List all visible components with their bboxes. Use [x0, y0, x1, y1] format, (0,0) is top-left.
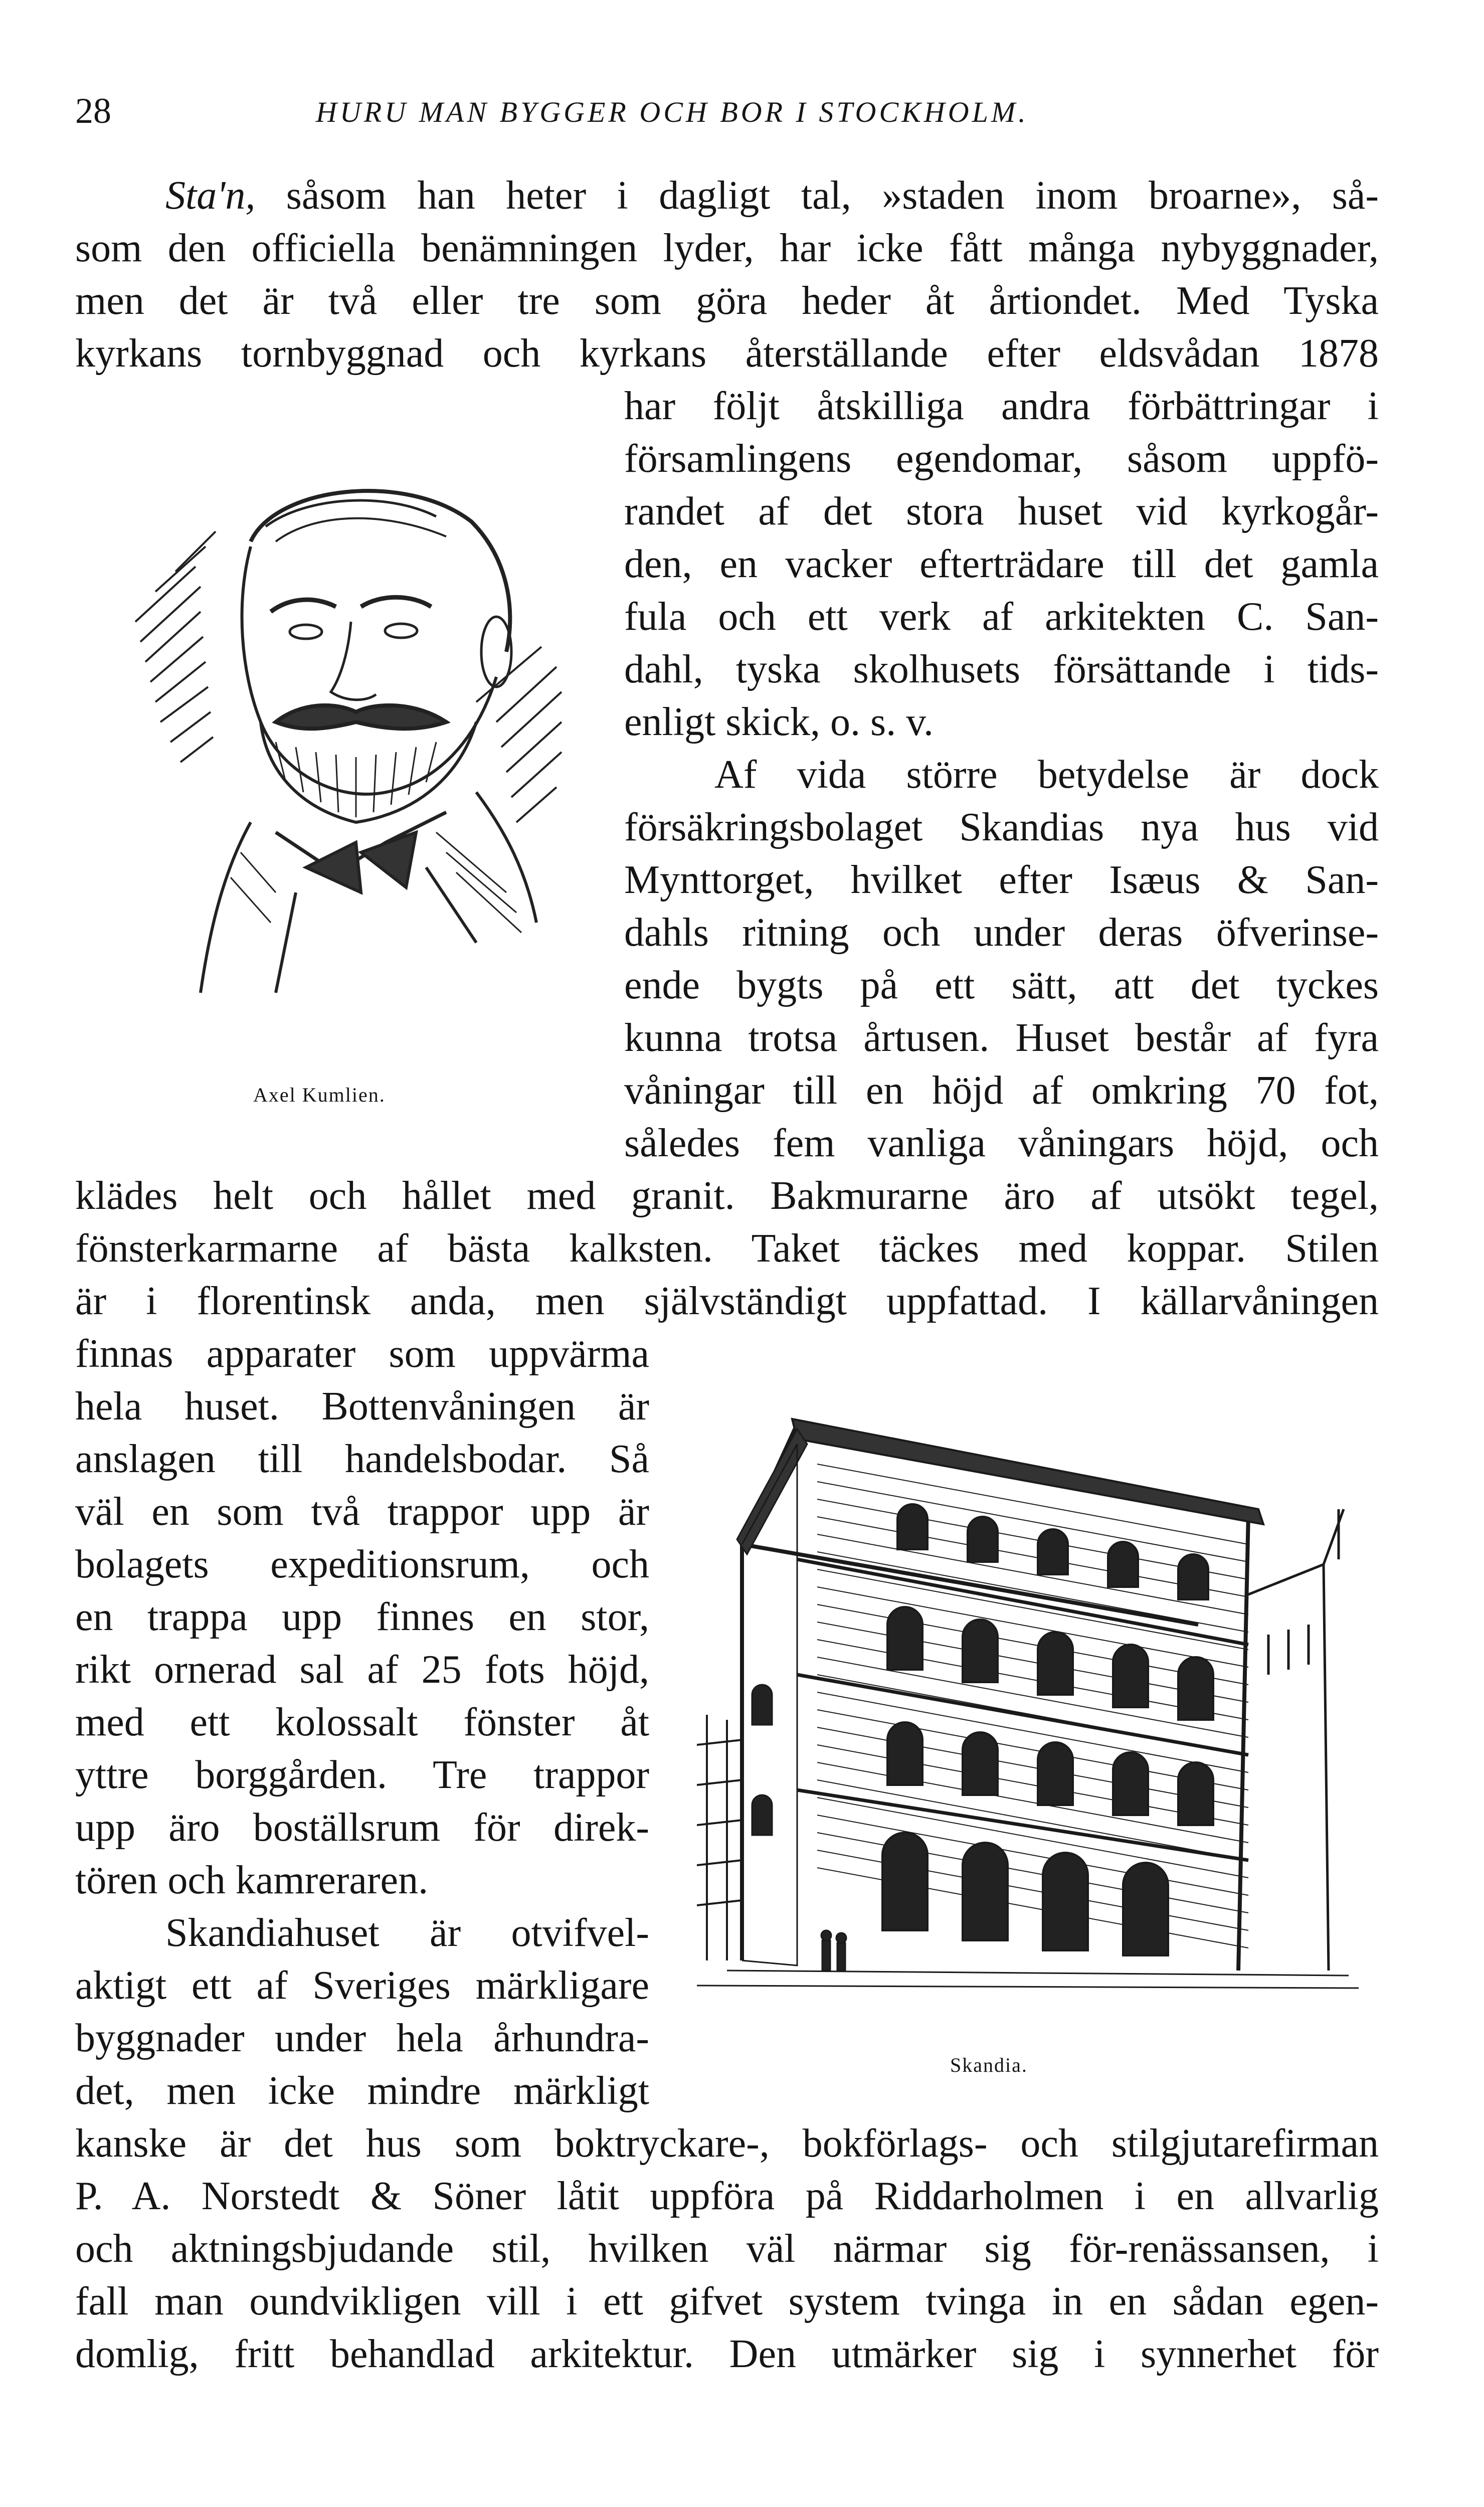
text-line: är i florentinsk anda, men självständigt uppfattad. I källarvåningen [75, 1279, 1379, 1323]
text-line: som den officiella benämningen lyder, har icke fått många nybyggnader, [75, 226, 1379, 270]
building-engraving [697, 1394, 1399, 2001]
text-line: upp äro boställsrum för direk- [75, 1806, 649, 1850]
text-line: kanske är det hus som boktryckare-, bokförlags- och stilgjutarefirman [75, 2121, 1379, 2166]
text-line: våningar till en höjd af omkring 70 fot, [624, 1068, 1379, 1113]
text-line: försäkringsbolaget Skandias nya hus vid [624, 805, 1379, 849]
text-line: domlig, fritt behandlad arkitektur. Den utmärker sig i synnerhet för [75, 2332, 1379, 2376]
page-number: 28 [75, 91, 111, 131]
text-line: rikt ornerad sal af 25 fots höjd, [75, 1648, 649, 1692]
text-line: klädes helt och hållet med granit. Bakmurarne äro af utsökt tegel, [75, 1174, 1379, 1218]
text-line: dahl, tyska skolhusets försättande i tids- [624, 647, 1379, 691]
portrait-engraving [125, 441, 577, 1043]
eye-left [290, 625, 322, 639]
portrait-caption: Axel Kumlien. [253, 1084, 386, 1106]
text-line: Af vida större betydelse är dock [714, 753, 1379, 797]
hatching-right [476, 647, 562, 822]
text-line: anslagen till handelsbodar. Så [75, 1437, 649, 1481]
eye-right [385, 624, 417, 638]
beard-texture [276, 742, 436, 817]
text-line: en trappa upp finnes en stor, [75, 1595, 649, 1639]
eyebrows [271, 597, 431, 612]
text-line: med ett kolossalt fönster åt [75, 1700, 649, 1744]
text-line: således fem vanliga våningars höjd, och [624, 1121, 1379, 1165]
cornice [792, 1419, 1263, 1524]
text-line: byggnader under hela århundra- [75, 2016, 649, 2060]
text-line: P. A. Norstedt & Söner låtit uppföra på Riddarholmen i en allvarlig [75, 2174, 1379, 2218]
building-caption: Skandia. [950, 2054, 1028, 2076]
text-line: Skandiahuset är otvifvel- [165, 1911, 649, 1955]
text-line: fall man oundvikligen vill i ett gifvet system tvinga in en sådan egen- [75, 2279, 1379, 2323]
lead-word: Sta'n, [165, 173, 256, 218]
text-line: finnas apparater som uppvärma [75, 1332, 649, 1376]
text-line: aktigt ett af Sveriges märkligare [75, 1963, 649, 2008]
text-line: församlingens egendomar, såsom uppfö- [624, 437, 1379, 481]
figures-in-street [821, 1930, 846, 1971]
running-head: HURU MAN BYGGER OCH BOR I STOCKHOLM. [316, 96, 1029, 128]
bow-tie [306, 832, 416, 892]
right-wing [1248, 1509, 1344, 1971]
text-line: väl en som två trappor upp är [75, 1490, 649, 1534]
text-line: hela huset. Bottenvåningen är [75, 1384, 649, 1428]
beard [261, 722, 476, 822]
text-line: fula och ett verk af arkitekten C. San- [624, 595, 1379, 639]
page-header [75, 90, 1379, 145]
text-line: den, en vacker efterträdare till det gamla [624, 542, 1379, 586]
text-line: tören och kamreraren. [75, 1858, 429, 1902]
text-line: bolagets expeditionsrum, och [75, 1542, 649, 1586]
moustache [276, 705, 446, 729]
text-line: det, men icke mindre märkligt [75, 2069, 649, 2113]
text-line: yttre borggården. Tre trappor [75, 1753, 649, 1797]
street [697, 1971, 1359, 1988]
text-line: enligt skick, o. s. v. [624, 700, 934, 744]
text-line: randet af det stora huset vid kyrkogår- [624, 489, 1379, 533]
ground-floor-arches [882, 1833, 1168, 1955]
text-line: fönsterkarmarne af bästa kalksten. Taket täckes med koppar. Stilen [75, 1226, 1379, 1271]
text-line: kunna trotsa årtusen. Huset består af fyra [624, 1016, 1379, 1060]
jacket [201, 792, 536, 993]
nose [331, 622, 376, 700]
text-line: Mynttorget, hvilket efter Isæus & San- [624, 858, 1379, 902]
text-line: kyrkans tornbyggnad och kyrkans återställande efter eldsvådan 1878 [75, 331, 1379, 376]
text-line: dahls ritning och under deras öfverinse- [624, 911, 1379, 955]
text-line: har följt åtskilliga andra förbättringar i [624, 384, 1379, 428]
text-line: Sta'n, såsom han heter i dagligt tal, »staden inom broarne», så- [165, 173, 1379, 218]
hatching-left [135, 531, 216, 762]
windows-row-2 [887, 1607, 1213, 1720]
text-line: ende bygts på ett sätt, att det tyckes [624, 963, 1379, 1007]
text-line: och aktningsbjudande stil, hvilken väl närmar sig för-renässansen, i [75, 2227, 1379, 2271]
left-wall [697, 1715, 742, 1960]
windows-row-1 [897, 1504, 1208, 1599]
text-line: men det är två eller tre som göra heder åt årtiondet. Med Tyska [75, 279, 1379, 323]
hair-outline [251, 491, 510, 652]
